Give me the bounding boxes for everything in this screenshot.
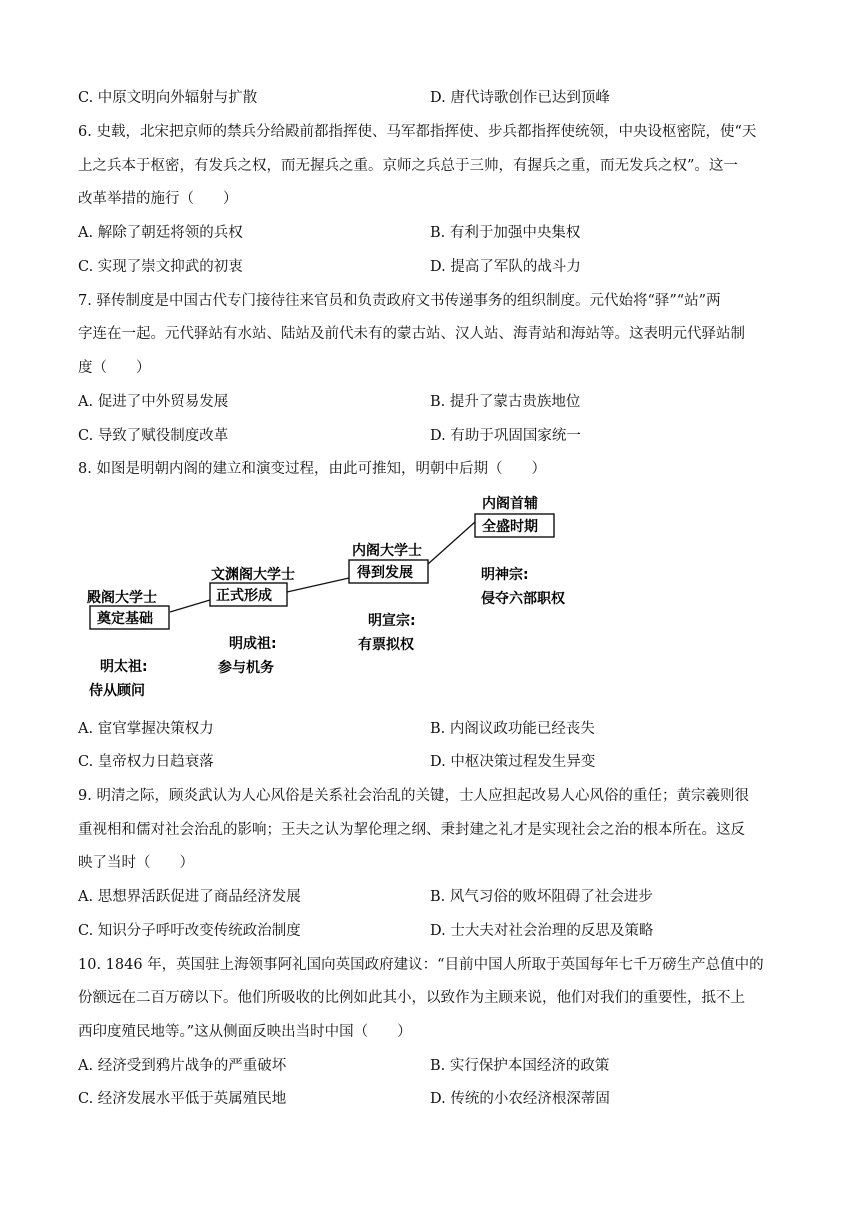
q10-option-a: A. 经济受到鸦片战争的严重破坏 — [78, 1058, 287, 1074]
q8-option-a: A. 宦官掌握决策权力 — [78, 721, 214, 737]
q6-option-c: C. 实现了崇文抑武的初衷 — [78, 259, 243, 275]
stage1-box-label: 奠定基础 — [97, 611, 153, 627]
stage3-box-label: 得到发展 — [357, 565, 413, 581]
stage4-note-role: 侵夺六部职权 — [481, 591, 565, 607]
q9-option-a: A. 思想界活跃促进了商品经济发展 — [78, 889, 301, 905]
stage1-note-ruler: 明太祖: — [100, 659, 148, 675]
q8-option-d: D. 中枢决策过程发生异变 — [430, 754, 596, 770]
connector-3-4 — [428, 522, 475, 564]
q7-option-c: C. 导致了赋役制度改革 — [78, 428, 229, 444]
q7-option-b: B. 提升了蒙古贵族地位 — [430, 394, 581, 410]
stage2-note-ruler: 明成祖: — [229, 636, 277, 652]
q6-stem-line-2: 上之兵本于枢密，有发兵之权，而无握兵之重。京师之兵总于三帅，有握兵之重，而无发兵之权”。这一 — [78, 158, 738, 174]
connector-1-2 — [170, 600, 210, 612]
q7-stem-line-1: 7. 驿传制度是中国古代专门接待往来官员和负责政府文书传递事务的组织制度。元代始将“驿”“站”两 — [78, 293, 721, 309]
stage4-box-label: 全盛时期 — [482, 519, 538, 535]
stage2-title: 文渊阁大学士 — [211, 567, 295, 583]
stage4-title: 内阁首辅 — [482, 496, 538, 512]
q7-stem-line-3: 度（ ） — [78, 360, 151, 376]
q8-option-c: C. 皇帝权力日趋衰落 — [78, 754, 214, 770]
q9-stem-line-1: 9. 明清之际，顾炎武认为人心风俗是关系社会治乱的关键，士人应担起改易人心风俗的重任；黄宗羲则很 — [78, 788, 749, 804]
q6-option-d: D. 提高了军队的战斗力 — [430, 259, 581, 275]
q6-option-b: B. 有利于加强中央集权 — [430, 225, 581, 241]
stage1-title: 殿阁大学士 — [87, 590, 157, 606]
stage3-title: 内阁大学士 — [352, 543, 422, 559]
q9-stem-line-2: 重视相和儒对社会治乱的影响；王夫之认为挈伦理之纲、秉封建之礼才是实现社会之治的根本所在。这反 — [78, 822, 745, 838]
q10-stem-line-2: 份额远在二百万磅以下。他们所吸收的比例如此其小，以致作为主顾来说，他们对我们的重要性，抵不上 — [78, 990, 745, 1006]
q8-option-b: B. 内阁议政功能已经丧失 — [430, 721, 595, 737]
stage3-note-role: 有票拟权 — [358, 637, 414, 653]
q5-option-d: D. 唐代诗歌创作已达到顶峰 — [430, 90, 610, 106]
q10-option-c: C. 经济发展水平低于英属殖民地 — [78, 1091, 287, 1107]
q10-stem-line-3: 西印度殖民地等。”这从侧面反映出当时中国（ ） — [78, 1024, 412, 1040]
stage2-box-label: 正式形成 — [216, 588, 272, 604]
q7-option-a: A. 促进了中外贸易发展 — [78, 394, 229, 410]
q7-stem-line-2: 字连在一起。元代驿站有水站、陆站及前代未有的蒙古站、汉人站、海青站和海站等。这表明元代驿站制 — [78, 326, 745, 342]
q10-stem-line-1: 10. 1846 年，英国驻上海领事阿礼国向英国政府建议：“目前中国人所取于英国每年七千万磅生产总值中的 — [78, 957, 764, 973]
q9-option-c: C. 知识分子呼吁改变传统政治制度 — [78, 923, 301, 939]
stage1-note-role: 侍从顾问 — [89, 683, 145, 699]
q9-option-b: B. 风气习俗的败坏阻碍了社会进步 — [430, 889, 653, 905]
q7-option-d: D. 有助于巩固国家统一 — [430, 428, 581, 444]
q10-option-b: B. 实行保护本国经济的政策 — [430, 1058, 610, 1074]
q6-stem-line-3: 改革举措的施行（ ） — [78, 191, 238, 207]
q9-stem-line-3: 映了当时（ ） — [78, 855, 194, 871]
stage4-note-ruler: 明神宗: — [481, 567, 529, 583]
q10-option-d: D. 传统的小农经济根深蒂固 — [430, 1091, 610, 1107]
q6-option-a: A. 解除了朝廷将领的兵权 — [78, 225, 243, 241]
cabinet-evolution-diagram — [78, 488, 618, 713]
stage3-note-ruler: 明宣宗: — [368, 613, 416, 629]
connector-2-3 — [287, 578, 349, 592]
q5-option-c: C. 中原文明向外辐射与扩散 — [78, 90, 258, 106]
q6-stem-line-1: 6. 史载，北宋把京师的禁兵分给殿前都指挥使、马军都指挥使、步兵都指挥使统领，中央设枢密院，使“天 — [78, 124, 757, 140]
q9-option-d: D. 士大夫对社会治理的反思及策略 — [430, 923, 654, 939]
stage2-note-role: 参与机务 — [218, 660, 274, 676]
q8-stem-line-1: 8. 如图是明朝内阁的建立和演变过程，由此可推知，明朝中后期（ ） — [78, 461, 546, 477]
